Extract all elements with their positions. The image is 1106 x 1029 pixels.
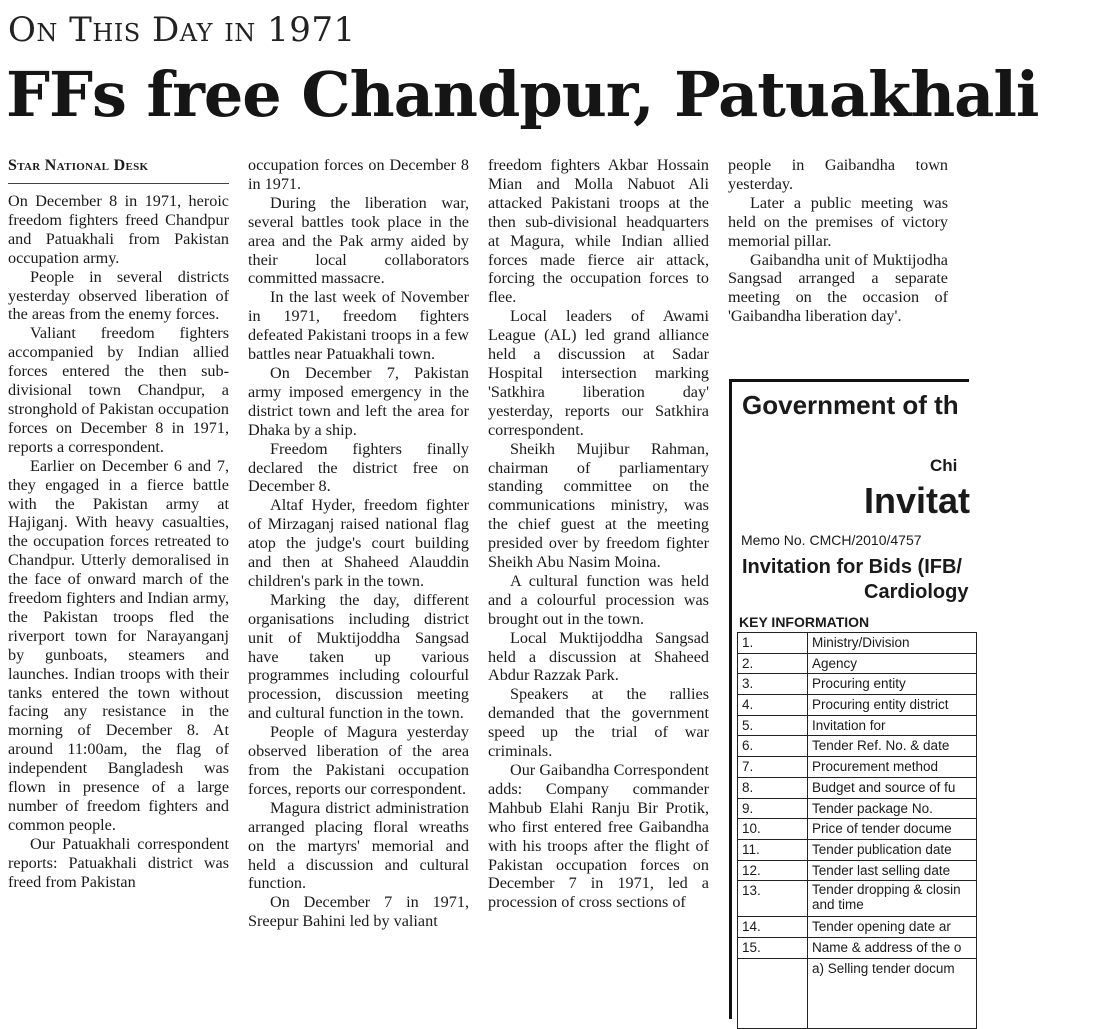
paragraph: On December 7, Pakistan army imposed emergency in the district town and left the area for Dhaka by a ship. <box>248 363 469 439</box>
row-number: 5. <box>738 715 808 736</box>
row-description: Tender dropping & closin and time <box>808 881 977 917</box>
row-number: 13. <box>738 881 808 917</box>
row-number: 2. <box>738 653 808 674</box>
paragraph: Gaibandha unit of Muktijodha Sangsad arranged a separate meeting on the occasion of 'Gaibandha liberation day'. <box>728 250 948 326</box>
paragraph: In the last week of November in 1971, freedom fighters defeated Pakistani troops in a few battles near Patuakhali town. <box>248 288 469 364</box>
table-row <box>738 736 977 757</box>
paragraph: People of Magura yesterday observed liberation of the area from the Pakistani occupation forces, reports our correspondent. <box>248 723 469 798</box>
table-row <box>738 937 977 958</box>
ad-office-name: Chi <box>930 456 958 475</box>
row-number: 1. <box>738 633 808 654</box>
row-description: Tender last selling date <box>808 860 977 881</box>
row-description: Procuring entity <box>808 674 977 695</box>
table-row <box>738 777 977 798</box>
table-row <box>738 798 977 819</box>
headline: FFs free Chandpur, Patuakhali <box>6 58 1039 131</box>
row-description: a) Selling tender docum <box>808 958 977 1028</box>
paragraph: freedom fighters Akbar Hossain Mian and Molla Nabuot Ali attacked Pakistani troops at the then sub-divisional headquarters at Magura, while Indian allied forces made fierce air attack, forcing the occupation forces to flee. <box>488 156 709 307</box>
paragraph: Freedom fighters finally declared the district free on December 8. <box>248 439 469 496</box>
article-column-2 <box>248 156 469 931</box>
row-number: 9. <box>738 798 808 819</box>
row-description: Budget and source of fu <box>808 777 977 798</box>
table-row <box>738 917 977 938</box>
row-number: 4. <box>738 695 808 716</box>
row-description: Tender package No. <box>808 798 977 819</box>
row-number <box>738 958 808 1028</box>
row-description: Tender opening date ar <box>808 917 977 938</box>
tender-advertisement <box>729 379 969 1019</box>
ad-invitation-title: Invitat <box>864 480 971 521</box>
paragraph: During the liberation war, several battles took place in the area and the Pak army aided by their local collaborators committed massacre. <box>248 193 469 288</box>
paragraph: Local leaders of Awami League (AL) led grand alliance held a discussion at Sadar Hospital intersection marking 'Satkhira liberation day' yesterday, reports our Satkhira correspondent. <box>488 307 709 439</box>
ad-key-information-title: KEY INFORMATION <box>739 614 870 630</box>
table-row <box>738 860 977 881</box>
row-description: Price of tender docume <box>808 819 977 840</box>
article-column-3 <box>488 156 709 912</box>
ad-ifb-heading: Invitation for Bids (IFB/ <box>742 556 962 578</box>
article-column-1 <box>8 156 229 892</box>
paragraph: Altaf Hyder, freedom fighter of Mirzaganj raised national flag atop the judge's court building and then at Shaheed Alauddin children's park in the town. <box>248 496 469 590</box>
paragraph: Sheikh Mujibur Rahman, chairman of parliamentary standing committee on the communications ministry, was the chief guest at the meeting presided over by freedom fighter Sheikh Abu Nasim Moina. <box>488 439 709 572</box>
paragraph: Our Gaibandha Correspondent adds: Company commander Mahbub Elahi Ranju Bir Protik, who first entered free Gaibandha with his troops after the flight of Pakistan occupation forces on December 7 in 1971, led a procession of cross sections of <box>488 761 709 912</box>
ad-department: Cardiology <box>864 581 969 603</box>
paragraph: On December 7 in 1971, Sreepur Bahini led by valiant <box>248 893 469 931</box>
paragraph: Speakers at the rallies demanded that the government speed up the trial of war criminals. <box>488 685 709 761</box>
table-row <box>738 839 977 860</box>
paragraph: Local Muktijoddha Sangsad held a discussion at Shaheed Abdur Razzak Park. <box>488 628 709 685</box>
paragraph: Earlier on December 6 and 7, they engaged in a fierce battle with the Pakistan army at Hajiganj. With heavy casualties, the occupation forces retreated to Chandpur. Utterly demoralised in the face of onward march of the freedom fighters and Indian army, the Pakistan troops fled the riverport town for Narayanganj by gunboats, steamers and launches. Indian troops with their tanks entered the town without facing any resistance in the morning of December 8. At around 11:00am, the flag of independent Bangladesh was flown in presence of a large number of freedom fighters and common people. <box>8 456 229 834</box>
paragraph: Valiant freedom fighters accompanied by Indian allied forces entered the then sub-divisional town Chandpur, a stronghold of Pakistan occupation forces on December 8 in 1971, reports a correspondent. <box>8 324 229 456</box>
section-kicker: On This Day in 1971 <box>8 10 356 50</box>
row-number: 6. <box>738 736 808 757</box>
row-description: Agency <box>808 653 977 674</box>
paragraph: On December 8 in 1971, heroic freedom fighters freed Chandpur and Patuakhali from Pakistan occupation army. <box>8 192 229 267</box>
paragraph: Magura district administration arranged placing floral wreaths on the martyrs' memorial and held a discussion and cultural function. <box>248 798 469 893</box>
table-row <box>738 633 977 654</box>
table-row <box>738 819 977 840</box>
ad-memo-number: Memo No. CMCH/2010/4757 <box>741 532 922 548</box>
row-number: 14. <box>738 917 808 938</box>
row-number: 11. <box>738 839 808 860</box>
row-number: 10. <box>738 819 808 840</box>
table-row <box>738 958 977 1028</box>
byline: Star National Desk <box>8 156 229 184</box>
paragraph: Marking the day, different organisations including district unit of Muktijoddha Sangsad have taken up various programmes including colourful procession, discussion meeting and cultural function in the town. <box>248 590 469 723</box>
table-row <box>738 695 977 716</box>
table-row <box>738 881 977 917</box>
row-description: Invitation for <box>808 715 977 736</box>
table-row <box>738 757 977 778</box>
row-description: Tender publication date <box>808 839 977 860</box>
row-number: 15. <box>738 937 808 958</box>
table-row <box>738 715 977 736</box>
row-description: Ministry/Division <box>808 633 977 654</box>
row-number: 12. <box>738 860 808 881</box>
paragraph: Later a public meeting was held on the premises of victory memorial pillar. <box>728 193 948 250</box>
row-number: 8. <box>738 777 808 798</box>
row-description: Name & address of the o <box>808 937 977 958</box>
paragraph: A cultural function was held and a colourful procession was brought out in the town. <box>488 571 709 628</box>
row-number: 3. <box>738 674 808 695</box>
table-row <box>738 674 977 695</box>
article-column-4 <box>728 156 948 326</box>
paragraph: People in several districts yesterday observed liberation of the areas from the enemy forces. <box>8 267 229 324</box>
row-description: Tender Ref. No. & date <box>808 736 977 757</box>
ad-government-title: Government of th <box>742 390 959 420</box>
row-number: 7. <box>738 757 808 778</box>
paragraph: people in Gaibandha town yesterday. <box>728 156 948 193</box>
ad-key-information-table <box>737 632 977 1029</box>
row-description: Procuring entity district <box>808 695 977 716</box>
paragraph: occupation forces on December 8 in 1971. <box>248 156 469 193</box>
row-description: Procurement method <box>808 757 977 778</box>
paragraph: Our Patuakhali correspondent reports: Patuakhali district was freed from Pakistan <box>8 834 229 891</box>
table-row <box>738 653 977 674</box>
